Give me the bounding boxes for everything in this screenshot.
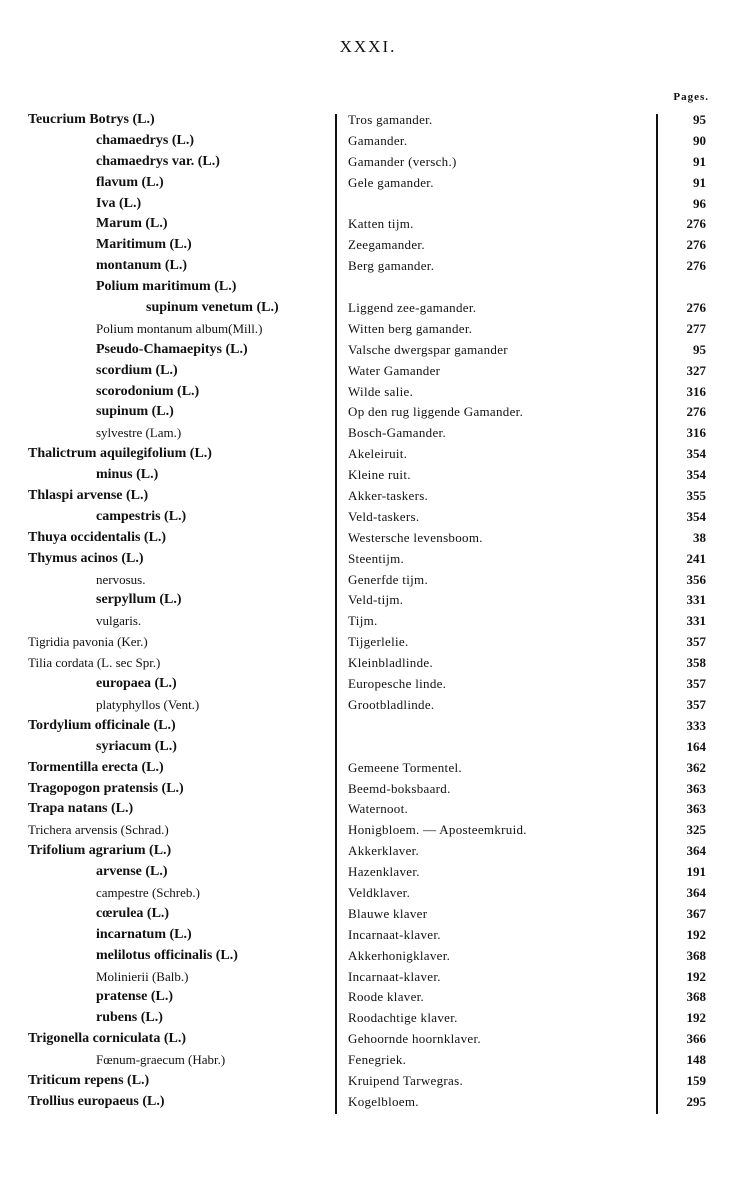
page-reference: 354 — [686, 467, 706, 483]
latin-name: Thlaspi arvense (L.) — [28, 488, 149, 504]
latin-name: minus (L.) — [96, 467, 159, 483]
dutch-name: Gamander. — [348, 132, 408, 148]
dutch-name: Generfde tijm. — [348, 571, 429, 587]
dutch-name: Op den rug liggende Gamander. — [348, 404, 524, 420]
dutch-name: Kleinbladlinde. — [348, 655, 434, 671]
page-reference: 364 — [686, 843, 706, 859]
latin-name: Thalictrum aquilegifolium (L.) — [28, 446, 212, 462]
index-row — [0, 549, 736, 570]
latin-name: Iva (L.) — [96, 195, 142, 211]
page-reference: 91 — [693, 153, 706, 169]
latin-name: platyphyllos (Vent.) — [96, 696, 200, 712]
index-row — [0, 841, 736, 862]
page-reference: 38 — [693, 529, 706, 545]
latin-name: Triticum repens (L.) — [28, 1072, 150, 1088]
latin-name: Thymus acinos (L.) — [28, 550, 144, 566]
latin-name: syriacum (L.) — [96, 738, 177, 754]
latin-name: montanum (L.) — [96, 258, 188, 274]
index-row — [0, 444, 736, 465]
index-row — [0, 507, 736, 528]
page-reference: 325 — [686, 822, 706, 838]
latin-name: Trollius europaeus (L.) — [28, 1093, 165, 1109]
dutch-name: Kleine ruit. — [348, 467, 411, 483]
page-reference: 333 — [686, 717, 706, 733]
page-reference: 276 — [686, 237, 706, 253]
page-reference: 357 — [686, 634, 706, 650]
page-reference: 276 — [686, 216, 706, 232]
dutch-name: Veld-taskers. — [348, 508, 420, 524]
index-row — [0, 695, 736, 716]
latin-name: Fœnum-graecum (Habr.) — [96, 1052, 226, 1068]
page-reference: 331 — [686, 613, 706, 629]
latin-name: chamaedrys (L.) — [96, 132, 194, 148]
latin-name: Tigridia pavonia (Ker.) — [28, 634, 148, 650]
dutch-name: Zeegamander. — [348, 237, 425, 253]
index-row — [0, 904, 736, 925]
dutch-name: Wilde salie. — [348, 383, 414, 399]
dutch-name: Gamander (versch.) — [348, 153, 457, 169]
dutch-name: Bosch-Gamander. — [348, 425, 447, 441]
page-reference: 316 — [686, 425, 706, 441]
page-reference: 91 — [693, 174, 706, 190]
dutch-name: Fenegriek. — [348, 1052, 407, 1068]
dutch-name: Waternoot. — [348, 801, 409, 817]
index-row — [0, 214, 736, 235]
page-reference: 192 — [686, 926, 706, 942]
index-row — [0, 674, 736, 695]
latin-name: europaea (L.) — [96, 676, 177, 692]
latin-name: Teucrium Botrys (L.) — [28, 112, 155, 127]
index-row — [0, 173, 736, 194]
latin-name: nervosus. — [96, 571, 146, 587]
page-reference: 364 — [686, 884, 706, 900]
dutch-name: Veldklaver. — [348, 884, 411, 900]
index-row — [0, 277, 736, 298]
index-row — [0, 319, 736, 340]
index-row — [0, 653, 736, 674]
index-row — [0, 716, 736, 737]
index-row — [0, 862, 736, 883]
page-reference: 276 — [686, 258, 706, 274]
index-row — [0, 611, 736, 632]
page-reference: 367 — [686, 905, 706, 921]
page-reference: 363 — [686, 801, 706, 817]
latin-name: Trichera arvensis (Schrad.) — [28, 822, 169, 838]
index-row — [0, 423, 736, 444]
page-reference: 159 — [686, 1072, 706, 1088]
dutch-name: Tros gamander. — [348, 112, 433, 127]
latin-name: Pseudo-Chamaepitys (L.) — [96, 341, 248, 357]
dutch-name: Gemeene Tormentel. — [348, 759, 462, 775]
latin-name: melilotus officinalis (L.) — [96, 947, 238, 963]
dutch-name: Beemd-boksbaard. — [348, 780, 451, 796]
latin-name: Tragopogon pratensis (L.) — [28, 780, 184, 796]
page-reference: 295 — [686, 1093, 706, 1109]
index-row — [0, 987, 736, 1008]
page-reference: 164 — [686, 738, 706, 754]
page-reference: 276 — [686, 404, 706, 420]
index-row — [0, 194, 736, 215]
index-row — [0, 486, 736, 507]
dutch-name: Berg gamander. — [348, 258, 435, 274]
latin-name: Tilia cordata (L. sec Spr.) — [28, 655, 161, 671]
page-reference: 354 — [686, 446, 706, 462]
page-reference: 96 — [693, 195, 706, 211]
dutch-name: Europesche linde. — [348, 676, 447, 692]
page-reference: 241 — [686, 550, 706, 566]
latin-name: supinum (L.) — [96, 404, 174, 420]
index-row — [0, 883, 736, 904]
dutch-name: Hazenklaver. — [348, 864, 420, 880]
dutch-name: Steentijm. — [348, 550, 405, 566]
dutch-name: Honigbloem. — Aposteemkruid. — [348, 822, 527, 838]
latin-name: pratense (L.) — [96, 989, 173, 1005]
dutch-name: Tijgerlelie. — [348, 634, 409, 650]
index-row — [0, 570, 736, 591]
latin-name: Tormentilla erecta (L.) — [28, 759, 164, 775]
index-row — [0, 925, 736, 946]
page-reference: 368 — [686, 947, 706, 963]
latin-name: Trifolium agrarium (L.) — [28, 843, 172, 859]
dutch-name: Witten berg gamander. — [348, 320, 473, 336]
index-row — [0, 298, 736, 319]
index-row — [0, 1071, 736, 1092]
latin-name: Tordylium officinale (L.) — [28, 717, 176, 733]
index-row — [0, 1008, 736, 1029]
page-reference: 366 — [686, 1031, 706, 1047]
page-reference: 277 — [686, 320, 706, 336]
page-reference: 357 — [686, 676, 706, 692]
dutch-name: Akkerklaver. — [348, 843, 420, 859]
page-reference: 331 — [686, 592, 706, 608]
index-row — [0, 465, 736, 486]
dutch-name: Roode klaver. — [348, 989, 425, 1005]
page-reference: 276 — [686, 300, 706, 316]
dutch-name: Katten tijm. — [348, 216, 414, 232]
index-row — [0, 758, 736, 779]
index-row — [0, 967, 736, 988]
dutch-name: Tijm. — [348, 613, 378, 629]
page-reference: 368 — [686, 989, 706, 1005]
dutch-name: Incarnaat-klaver. — [348, 926, 441, 942]
page-reference: 363 — [686, 780, 706, 796]
index-row — [0, 528, 736, 549]
page-reference: 90 — [693, 132, 706, 148]
dutch-name: Westersche levensboom. — [348, 529, 483, 545]
index-row — [0, 152, 736, 173]
latin-name: Molinierii (Balb.) — [96, 968, 189, 984]
page-reference: 192 — [686, 1010, 706, 1026]
page-reference: 358 — [686, 655, 706, 671]
latin-name: Polium maritimum (L.) — [96, 279, 237, 295]
latin-name: rubens (L.) — [96, 1010, 163, 1026]
dutch-name: Grootbladlinde. — [348, 696, 435, 712]
page-reference: 95 — [693, 341, 706, 357]
dutch-name: Gehoornde hoornklaver. — [348, 1031, 481, 1047]
dutch-name: Kogelbloem. — [348, 1093, 419, 1109]
index-row — [0, 382, 736, 403]
latin-name: Trigonella corniculata (L.) — [28, 1031, 186, 1047]
index-row — [0, 1050, 736, 1071]
dutch-name: Valsche dwergspar gamander — [348, 341, 508, 357]
page-reference: 327 — [686, 362, 706, 378]
dutch-name: Liggend zee-gamander. — [348, 300, 477, 316]
latin-name: sylvestre (Lam.) — [96, 425, 182, 441]
latin-name: scordium (L.) — [96, 362, 178, 378]
page-reference: 192 — [686, 968, 706, 984]
latin-name: serpyllum (L.) — [96, 592, 182, 608]
latin-name: Polium montanum album(Mill.) — [96, 320, 263, 336]
index-row — [0, 590, 736, 611]
latin-name: campestre (Schreb.) — [96, 884, 200, 900]
index-row — [0, 1092, 736, 1113]
dutch-name: Akeleiruit. — [348, 446, 408, 462]
index-row — [0, 402, 736, 423]
index-row — [0, 256, 736, 277]
dutch-name: Water Gamander — [348, 362, 441, 378]
index-row — [0, 361, 736, 382]
dutch-name: Roodachtige klaver. — [348, 1010, 458, 1026]
dutch-name: Kruipend Tarwegras. — [348, 1072, 464, 1088]
latin-name: vulgaris. — [96, 613, 142, 629]
page-reference: 191 — [686, 864, 706, 880]
dutch-name: Akkerhonigklaver. — [348, 947, 451, 963]
latin-name: incarnatum (L.) — [96, 926, 192, 942]
page-number: XXXI. — [339, 37, 397, 56]
dutch-name: Incarnaat-klaver. — [348, 968, 441, 984]
page-reference: 354 — [686, 508, 706, 524]
latin-name: Thuya occidentalis (L.) — [28, 529, 167, 545]
latin-name: cœrulea (L.) — [96, 905, 170, 921]
dutch-name: Akker-taskers. — [348, 488, 429, 504]
page-reference: 362 — [686, 759, 706, 775]
index-row — [0, 737, 736, 758]
dutch-name: Blauwe klaver — [348, 905, 428, 921]
index-row — [0, 779, 736, 800]
latin-name: supinum venetum (L.) — [146, 300, 279, 316]
dutch-name: Veld-tijm. — [348, 592, 404, 608]
dutch-name: Gele gamander. — [348, 174, 434, 190]
latin-name: flavum (L.) — [96, 174, 164, 190]
index-row — [0, 131, 736, 152]
latin-name: chamaedrys var. (L.) — [96, 153, 220, 169]
latin-name: arvense (L.) — [96, 864, 168, 880]
latin-name: Marum (L.) — [96, 216, 168, 232]
index-row — [0, 946, 736, 967]
page-reference: 357 — [686, 696, 706, 712]
page-reference: 316 — [686, 383, 706, 399]
index-row — [0, 820, 736, 841]
index-row — [0, 799, 736, 820]
index-row — [0, 632, 736, 653]
page-reference: 355 — [686, 488, 706, 504]
index-row — [0, 235, 736, 256]
latin-name: Trapa natans (L.) — [28, 801, 134, 817]
page-reference: 95 — [693, 112, 706, 127]
index-row — [0, 110, 736, 131]
page-reference: 356 — [686, 571, 706, 587]
page-reference: 148 — [686, 1052, 706, 1068]
index-row — [0, 1029, 736, 1050]
latin-name: campestris (L.) — [96, 508, 187, 524]
index-table — [0, 110, 736, 1113]
latin-name: Maritimum (L.) — [96, 237, 192, 253]
index-row — [0, 340, 736, 361]
latin-name: scorodonium (L.) — [96, 383, 200, 399]
pages-column-header: Pages. — [673, 91, 709, 103]
